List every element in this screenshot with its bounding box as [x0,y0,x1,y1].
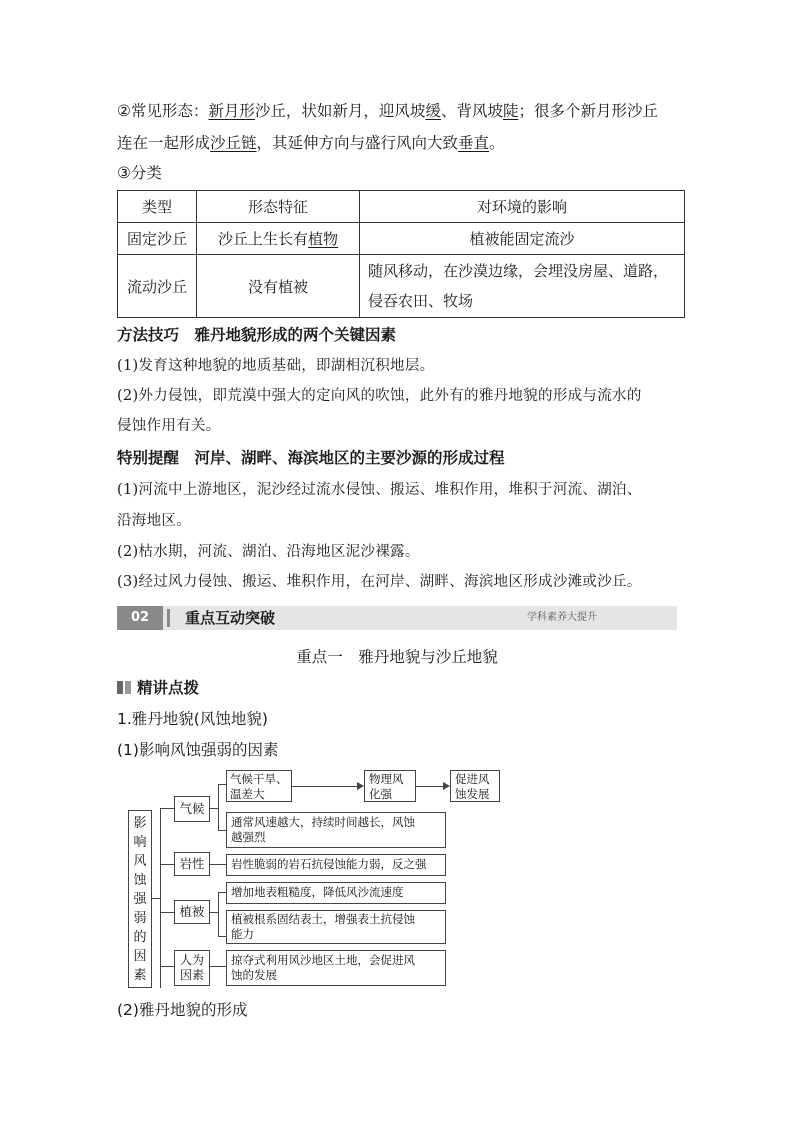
subsection-heading [117,673,199,703]
underlined-term: 沙丘链 [210,134,257,152]
tip-title-method: 方法技巧 雅丹地貌形成的两个关键因素 [117,326,397,344]
factor-box-rock: 岩性 [174,852,210,876]
connector-line [218,784,226,785]
section-number: 02 [117,606,163,630]
underlined-term: 新月形 [208,102,255,120]
table-cell [360,255,685,318]
text: 沙丘，状如新月，迎风坡 [254,102,426,120]
connector-line [152,898,160,899]
vegetation-box-roots: 植被根系固结表土，增强表土抗侵蚀 能力 [226,910,446,944]
section-title: 重点互动突破 [185,609,276,627]
table-cell [197,223,360,255]
tip-title-reminder: 特别提醒 河岸、湖畔、海滨地区的主要沙源的形成过程 [117,449,505,467]
factor-box-climate: 气候 [174,796,210,822]
underlined-term: 植物 [308,230,339,248]
dune-classification-table [117,190,685,318]
text: 随风移动，在沙漠边缘，会埋没房屋、道路， [368,262,669,280]
factor-box-human: 人为 因素 [174,950,210,986]
underlined-term: 垂直 [458,134,490,152]
arrow-line [416,786,446,787]
connector-line [210,912,218,913]
rock-box-desc: 岩性脆弱的岩石抗侵蚀能力弱，反之强 [226,854,446,876]
connector-line [210,808,218,809]
connector-line [218,830,226,831]
text: 侵吞农田、牧场 [368,292,474,310]
tip-line: 沿海地区。 [117,513,191,529]
connector-line [218,936,226,937]
climate-box-promote: 促进风 蚀发展 [450,770,500,802]
table-header: 类型 [118,191,197,223]
table-cell: 植被能固定流沙 [360,223,685,255]
tip-line: (1)河流中上游地区，泥沙经过流水侵蚀、搬运、堆积作用，堆积于河流、湖泊、 [117,482,642,498]
climate-box-wind-speed: 通常风速越大，持续时间越长，风蚀 越强烈 [226,812,446,848]
banner-divider [167,609,170,627]
arrow-right-icon [357,782,364,790]
diagram-root-box: 影 响 风 蚀 强 弱 的 因 素 [128,810,152,988]
connector-line [160,808,161,988]
vegetation-box-roughness: 增加地表粗糙度，降低风沙流速度 [226,882,446,904]
arrow-line [292,786,360,787]
paragraph-dune-chain [117,128,505,158]
tip-line: 侵蚀作用有关。 [117,418,221,434]
connector-line [160,864,174,865]
connector-line [160,912,174,913]
underlined-term: 缓 [425,102,441,120]
text: ；很多个新月形沙丘 [518,102,658,120]
table-header-row [118,191,685,223]
table-row [118,255,685,318]
item-subheading: (1)影响风蚀强弱的因素 [117,741,279,759]
text: 沙丘上生长有 [217,230,308,248]
item-heading: 1.雅丹地貌(风蚀地貌) [117,710,268,728]
human-box-desc: 掠夺式利用风沙地区土地，会促进风 蚀的发展 [226,950,446,986]
underlined-term: 陡 [502,102,519,120]
climate-box-arid: 气候干旱、 温差大 [226,770,292,802]
text: 连在一起形成 [117,134,211,152]
table-cell: 没有植被 [197,255,360,318]
connector-line [218,892,226,893]
climate-box-weathering: 物理风 化强 [364,770,416,802]
connector-line [218,892,219,936]
paragraph-common-forms [117,96,658,126]
section-subtitle: 学科素养大提升 [527,612,597,623]
connector-line [218,784,219,830]
table-cell: 流动沙丘 [118,255,197,318]
text: 。 [489,134,505,152]
text: 、背风坡 [440,102,503,120]
connector-line [210,966,226,967]
paragraph-classification: ③分类 [117,164,162,182]
table-header: 形态特征 [197,191,360,223]
connector-line [160,808,174,809]
section-marker-icon [117,681,131,694]
tip-line: (2)外力侵蚀，即荒漠中强大的定向风的吹蚀，此外有的雅丹地貌的形成与流水的 [117,388,642,404]
arrow-right-icon [443,782,450,790]
table-cell: 固定沙丘 [118,223,197,255]
tip-line: (3)经过风力侵蚀、搬运、堆积作用，在河岸、湖畔、海滨地区形成沙滩或沙丘。 [117,574,642,590]
table-row [118,223,685,255]
item-subheading: (2)雅丹地貌的形成 [117,1001,248,1019]
text: ②常见形态： [117,102,209,120]
table-header: 对环境的影响 [360,191,685,223]
connector-line [210,864,226,865]
text: ，其延伸方向与盛行风向大致 [256,134,459,152]
connector-line [160,966,174,967]
key-point-heading: 重点一 雅丹地貌与沙丘地貌 [296,648,498,666]
text: 精讲点拨 [137,679,200,697]
tip-line: (1)发育这种地貌的地质基础，即湖相沉积地层。 [117,358,435,374]
factor-box-vegetation: 植被 [174,900,210,924]
section-banner [117,606,677,630]
tip-line: (2)枯水期，河流、湖泊、沿海地区泥沙裸露。 [117,544,420,560]
